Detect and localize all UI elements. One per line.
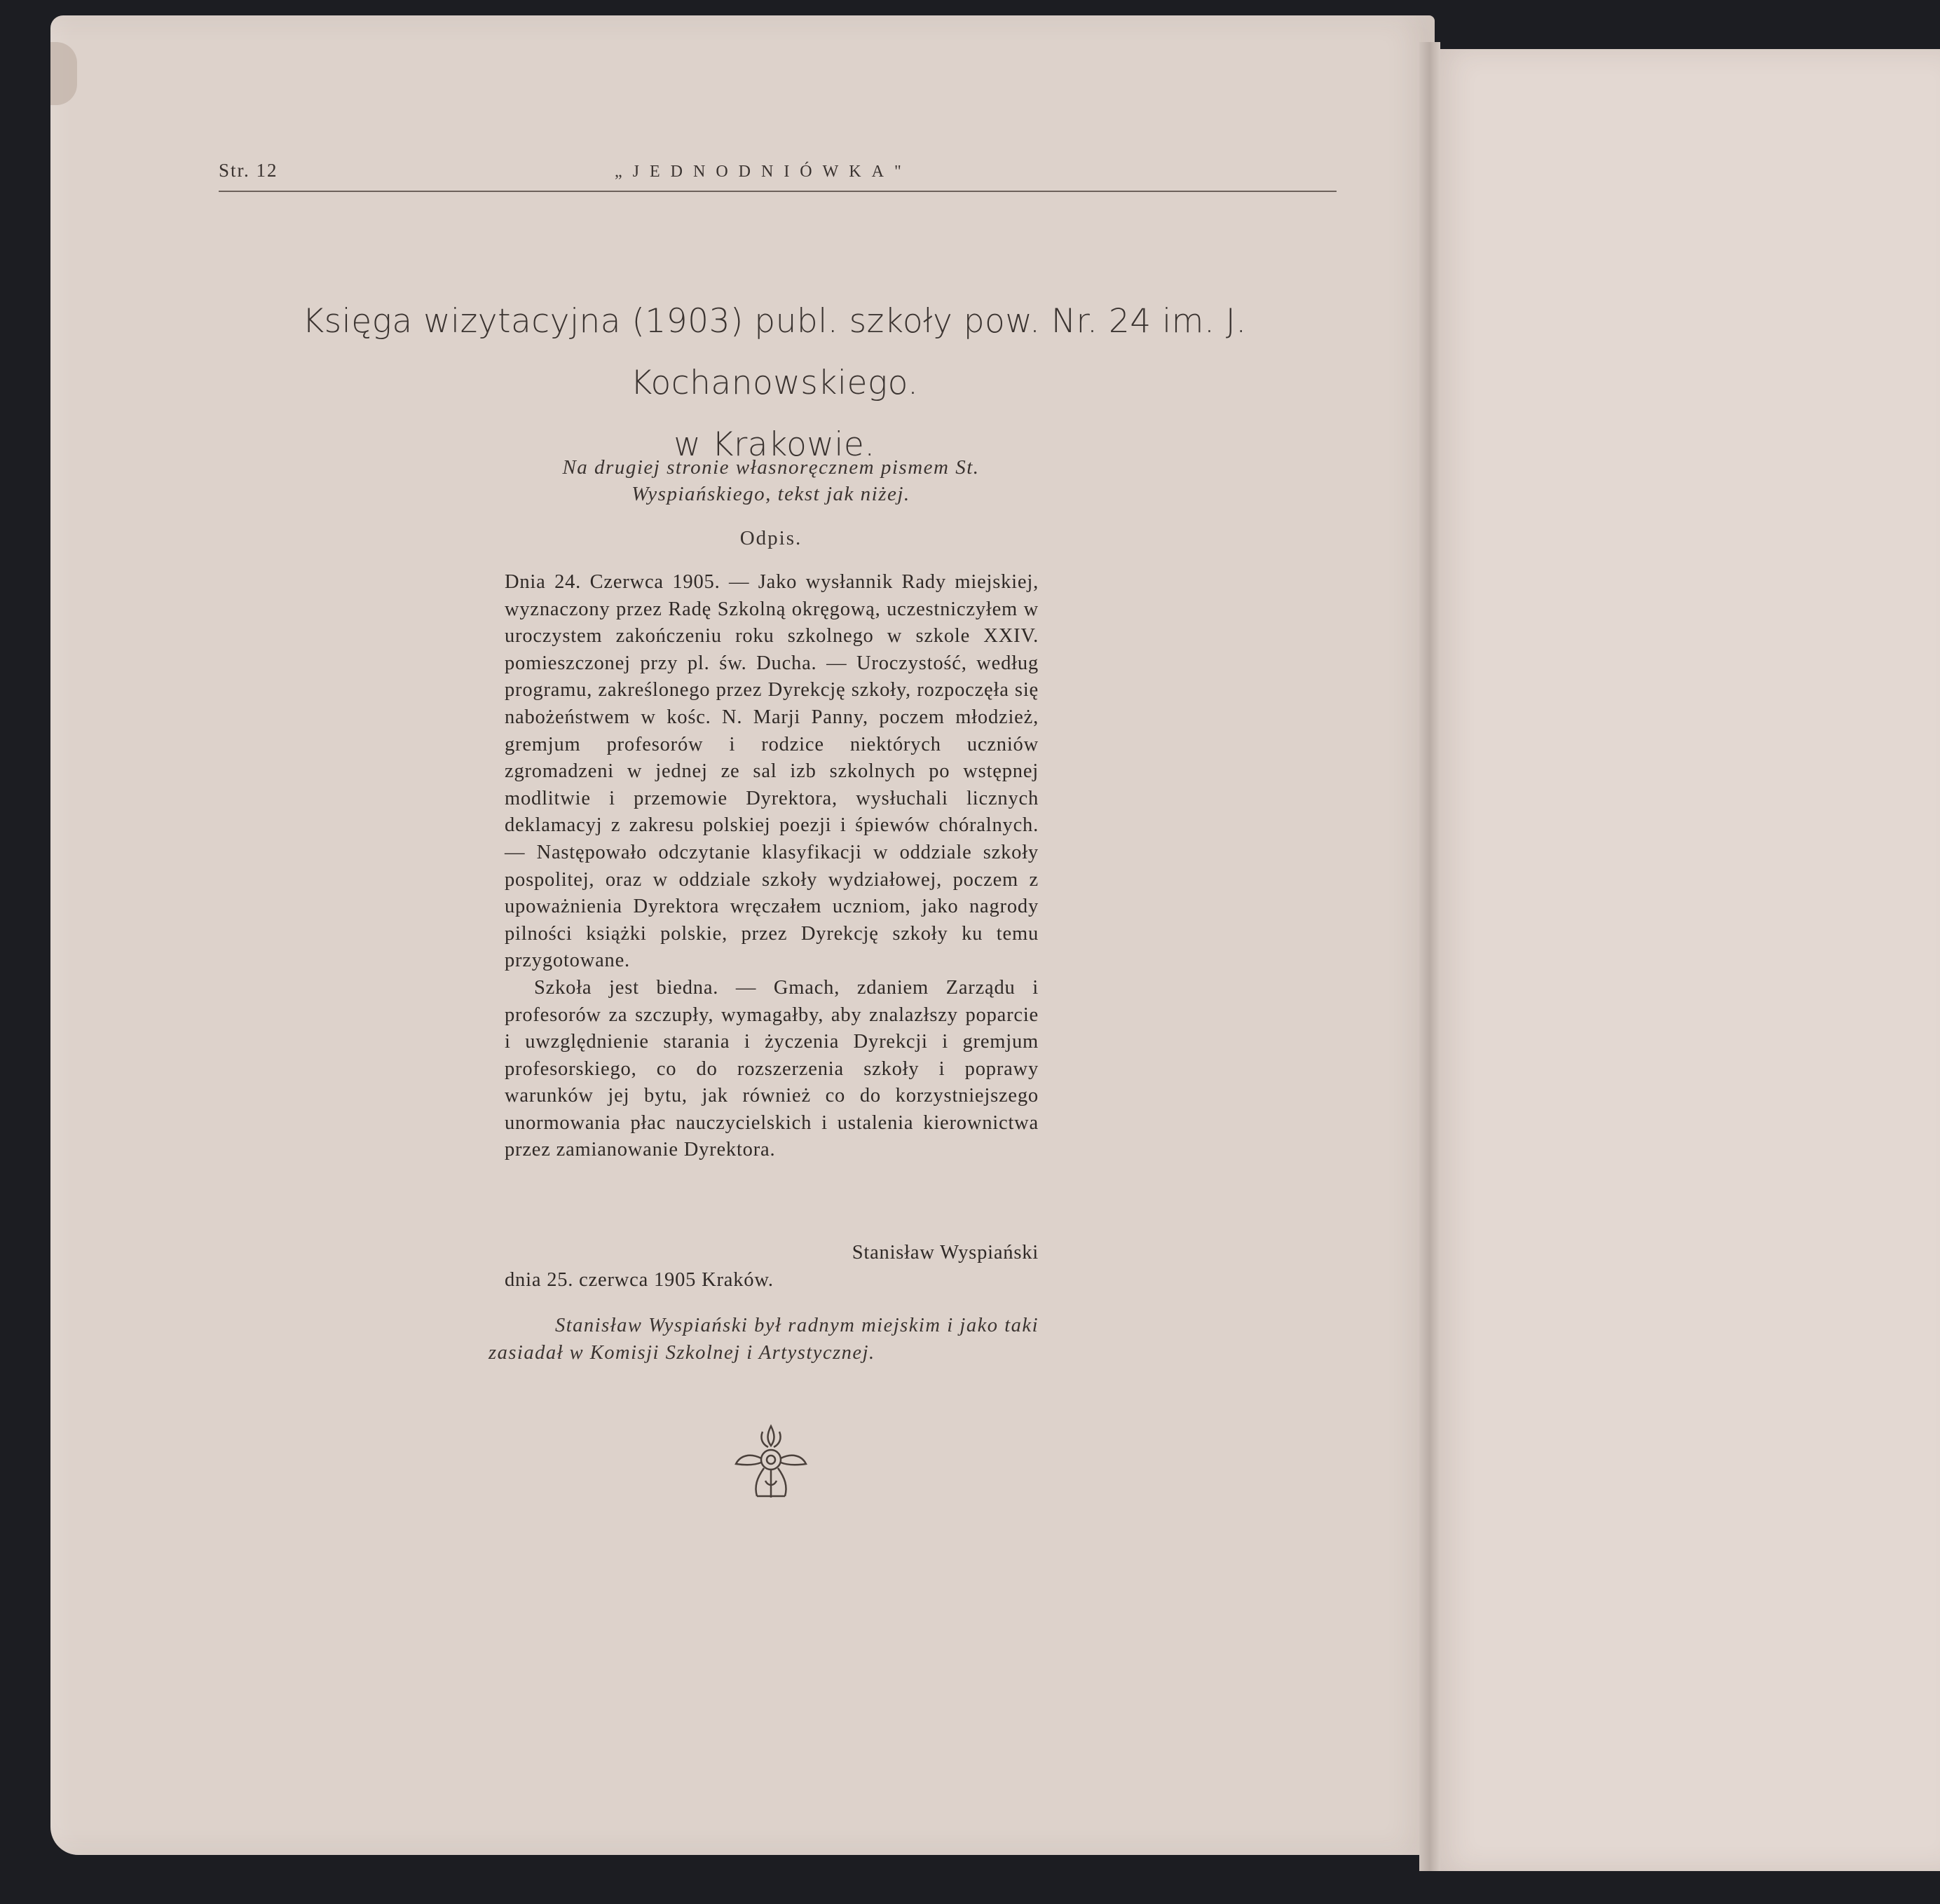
closing-note: Stanisław Wyspiański był radnym miejskim i jako taki zasiadał w Komisji Szkolnej i Artystycznej. <box>489 1315 1039 1364</box>
page-number: Str. 12 <box>219 160 278 181</box>
right-blank-page <box>1428 49 1940 1871</box>
article-title <box>210 291 1339 476</box>
body-paragraph-1: Dnia 24. Czerwca 1905. — Jako wysłannik Rady miejskiej, wyznaczony przez Radę Szkolną okręgową, uczestniczyłem w uroczystem zakończeniu roku szkolnego w szkole XXIV. pomieszczonej przy pl. św. Ducha. — Uroczystość, według programu, zakreślonego przez Dyrekcję szkoły, rozpoczęła się nabożeństwem w kośc. N. Marji Panny, poczem młodzież, gremjum profesorów i rodzice niektórych uczniów zgromadzeni w jednej ze sal izb szkolnych po wstępnej modlitwie i przemowie Dyrektora, wysłuchali licznych deklamacyj z zakresu polskiej poezji i śpiewów chóralnych. — Następowało odczytanie klasyfikacji w oddziale szkoły pospolitej, oraz w oddziale szkoły wydziałowej, poczem z upoważnienia Dyrektora wręczałem uczniom, jako nagrody pilności książki polskie, przez Dyrekcję szkoły ku temu przygotowane. <box>505 571 1039 972</box>
page-corner-wear <box>50 42 77 105</box>
floral-ornament-icon <box>729 1419 813 1503</box>
signature-date: dnia 25. czerwca 1905 Kraków. <box>505 1269 774 1291</box>
title-line-2: w Krakowie. <box>674 425 875 464</box>
title-line-1: Księga wizytacyjna (1903) publ. szkoły pow. Nr. 24 im. J. Kochanowskiego. <box>302 302 1247 402</box>
header-rule <box>219 191 1337 192</box>
letter-body <box>505 569 1039 1164</box>
book-gutter <box>1419 42 1440 1871</box>
signature: Stanisław Wyspiański <box>852 1242 1039 1263</box>
body-paragraph-2: Szkoła jest biedna. — Gmach, zdaniem Zarządu i profesorów za szczupły, wymagałby, aby znalazłszy poparcie i uwzględnienie starania i życzenia Dyrekcji i gremjum profesorskiego, co do rozszerzenia szkoły i poprawy warunków jej bytu, jak również co do korzystniejszego unormowania płac nauczycielskich i ustalenia kierownictwa przez zamianowanie Dyrektora. <box>505 976 1039 1161</box>
journal-title: „JEDNODNIÓWKA" <box>615 163 912 181</box>
running-header <box>219 156 1340 184</box>
intro-note: Na drugiej stronie własnoręcznem pismem St. Wyspiańskiego, tekst jak niżej. <box>562 456 980 505</box>
copy-heading: Odpis. <box>739 527 802 549</box>
